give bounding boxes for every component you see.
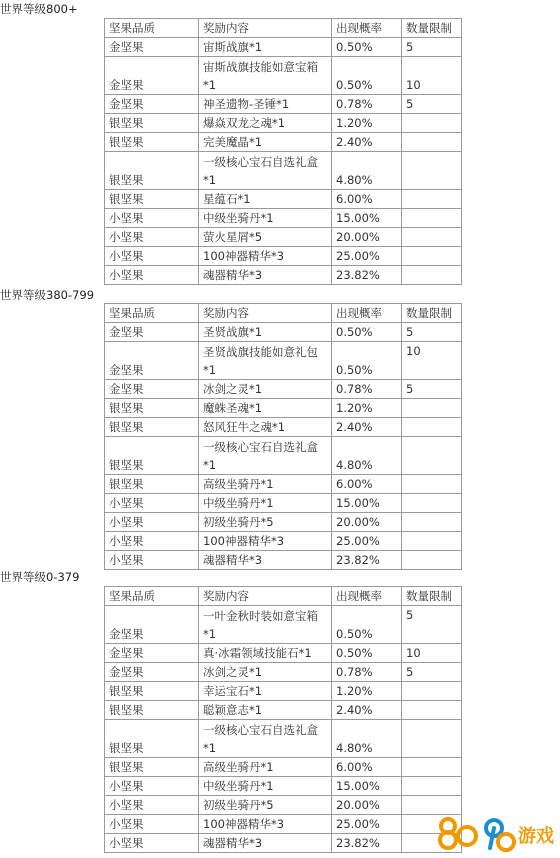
reward-cell: 100神器精华*3 [199,532,332,551]
quality-cell: 小坚果 [105,777,199,796]
probability-cell: 0.50% [332,606,402,644]
limit-cell [402,114,462,133]
probability-cell: 23.82% [332,266,402,285]
reward-cell: 中级坐骑丹*1 [199,494,332,513]
quality-cell: 银坚果 [105,190,199,209]
quality-cell: 银坚果 [105,399,199,418]
probability-cell: 0.50% [332,323,402,342]
limit-cell [402,758,462,777]
quality-cell: 银坚果 [105,758,199,777]
quality-cell: 金坚果 [105,644,199,663]
limit-cell [402,532,462,551]
probability-cell: 0.50% [332,644,402,663]
table-row [105,796,462,815]
limit-cell [402,266,462,285]
limit-cell [402,720,462,758]
table-row [105,663,462,682]
quality-cell: 金坚果 [105,38,199,57]
table-row [105,323,462,342]
header-probability-cell: 出现概率 [332,304,402,323]
reward-cell: 宙斯战旗*1 [199,38,332,57]
quality-cell: 小坚果 [105,247,199,266]
limit-cell: 5 [402,38,462,57]
table-row [105,133,462,152]
table-row [105,399,462,418]
quality-cell: 金坚果 [105,95,199,114]
reward-table-800 [104,18,462,285]
site-logo-watermark [434,802,556,856]
limit-cell [402,437,462,475]
limit-cell: 10 [402,57,462,95]
reward-cell: 圣贤战旗*1 [199,323,332,342]
header-limit-cell: 数量限制 [402,587,462,606]
table-row [105,114,462,133]
quality-cell: 银坚果 [105,682,199,701]
probability-cell: 0.78% [332,663,402,682]
reward-cell: 初级坐骑丹*5 [199,796,332,815]
quality-cell: 银坚果 [105,114,199,133]
quality-cell: 银坚果 [105,701,199,720]
limit-cell [402,133,462,152]
probability-cell: 6.00% [332,190,402,209]
quality-cell: 金坚果 [105,57,199,95]
reward-cell: 初级坐骑丹*5 [199,513,332,532]
probability-cell: 15.00% [332,209,402,228]
reward-cell: 神圣遗物-圣锤*1 [199,95,332,114]
quality-cell: 小坚果 [105,494,199,513]
probability-cell: 23.82% [332,551,402,570]
header-row [105,304,462,323]
reward-cell: 真·冰霜领域技能石*1 [199,644,332,663]
reward-cell: 高级坐骑丹*1 [199,475,332,494]
table-row [105,190,462,209]
table-row [105,38,462,57]
limit-cell: 5 [402,663,462,682]
limit-cell [402,399,462,418]
reward-cell: 冰剑之灵*1 [199,663,332,682]
probability-cell: 1.20% [332,114,402,133]
table-row [105,606,462,644]
quality-cell: 小坚果 [105,551,199,570]
header-quality-cell: 坚果品质 [105,19,199,38]
reward-cell: 一级核心宝石自选礼盒*1 [199,720,332,758]
quality-cell: 银坚果 [105,133,199,152]
reward-cell: 星蕴石*1 [199,190,332,209]
table-row [105,228,462,247]
limit-cell [402,475,462,494]
limit-cell [402,701,462,720]
reward-cell: 魔蛛圣魂*1 [199,399,332,418]
probability-cell: 4.80% [332,720,402,758]
limit-cell [402,209,462,228]
header-quality-cell: 坚果品质 [105,587,199,606]
quality-cell: 金坚果 [105,663,199,682]
probability-cell: 15.00% [332,494,402,513]
reward-cell: 100神器精华*3 [199,815,332,834]
quality-cell: 银坚果 [105,152,199,190]
table-row [105,701,462,720]
reward-cell: 魂器精华*3 [199,266,332,285]
table-row [105,266,462,285]
reward-cell: 魂器精华*3 [199,551,332,570]
table-row [105,758,462,777]
limit-cell [402,682,462,701]
quality-cell: 金坚果 [105,323,199,342]
reward-cell: 萤火星屑*5 [199,228,332,247]
reward-cell: 冰剑之灵*1 [199,380,332,399]
probability-cell: 23.82% [332,834,402,853]
table-row [105,644,462,663]
probability-cell: 0.50% [332,38,402,57]
table-row [105,494,462,513]
probability-cell: 15.00% [332,777,402,796]
header-reward-cell: 奖励内容 [199,587,332,606]
reward-cell: 完美魔晶*1 [199,133,332,152]
limit-cell [402,777,462,796]
header-limit-cell: 数量限制 [402,304,462,323]
limit-cell [402,513,462,532]
probability-cell: 2.40% [332,418,402,437]
limit-cell: 10 [402,644,462,663]
reward-cell: 爆焱双龙之魂*1 [199,114,332,133]
table-row [105,720,462,758]
probability-cell: 0.78% [332,380,402,399]
table-row [105,815,462,834]
quality-cell: 金坚果 [105,380,199,399]
reward-cell: 中级坐骑丹*1 [199,777,332,796]
table-row [105,95,462,114]
limit-cell [402,152,462,190]
table-row [105,152,462,190]
quality-cell: 小坚果 [105,532,199,551]
probability-cell: 6.00% [332,475,402,494]
table-row [105,418,462,437]
reward-cell: 魂器精华*3 [199,834,332,853]
probability-cell: 4.80% [332,152,402,190]
probability-cell: 20.00% [332,796,402,815]
reward-cell: 高级坐骑丹*1 [199,758,332,777]
limit-cell: 5 [402,380,462,399]
table-row [105,247,462,266]
reward-cell: 怒风狂牛之魂*1 [199,418,332,437]
probability-cell: 25.00% [332,247,402,266]
header-reward-cell: 奖励内容 [199,304,332,323]
table-row [105,57,462,95]
table-row [105,475,462,494]
probability-cell: 2.40% [332,701,402,720]
section-title-380-799: 世界等级380-799 [0,288,95,302]
limit-cell [402,228,462,247]
probability-cell: 2.40% [332,133,402,152]
table-row [105,513,462,532]
table-row [105,209,462,228]
reward-table-380-799 [104,303,462,570]
section-title-0-379: 世界等级0-379 [0,570,80,584]
header-limit-cell: 数量限制 [402,19,462,38]
section-title-800: 世界等级800+ [0,2,78,16]
reward-cell: 宙斯战旗技能如意宝箱*1 [199,57,332,95]
limit-cell: 5 [402,323,462,342]
limit-cell [402,190,462,209]
logo-text: 游戏 [518,826,554,847]
probability-cell: 20.00% [332,228,402,247]
header-probability-cell: 出现概率 [332,587,402,606]
table-row [105,777,462,796]
quality-cell: 小坚果 [105,228,199,247]
quality-cell: 金坚果 [105,342,199,380]
header-row [105,587,462,606]
quality-cell: 银坚果 [105,418,199,437]
probability-cell: 1.20% [332,399,402,418]
quality-cell: 小坚果 [105,815,199,834]
header-quality-cell: 坚果品质 [105,304,199,323]
table-row [105,834,462,853]
table-row [105,380,462,399]
reward-cell: 100神器精华*3 [199,247,332,266]
table-row [105,551,462,570]
quality-cell: 金坚果 [105,606,199,644]
reward-table-0-379 [104,586,462,853]
reward-cell: 一级核心宝石自选礼盒*1 [199,152,332,190]
table-row [105,437,462,475]
header-probability-cell: 出现概率 [332,19,402,38]
limit-cell: 5 [402,606,462,644]
table-row [105,342,462,380]
table-row [105,532,462,551]
quality-cell: 小坚果 [105,209,199,228]
limit-cell: 5 [402,95,462,114]
probability-cell: 6.00% [332,758,402,777]
probability-cell: 0.78% [332,95,402,114]
probability-cell: 0.50% [332,342,402,380]
limit-cell [402,494,462,513]
table-row [105,682,462,701]
quality-cell: 小坚果 [105,834,199,853]
reward-cell: 聪颖意志*1 [199,701,332,720]
probability-cell: 1.20% [332,682,402,701]
limit-cell [402,551,462,570]
limit-cell: 10 [402,342,462,380]
probability-cell: 25.00% [332,532,402,551]
quality-cell: 小坚果 [105,266,199,285]
quality-cell: 银坚果 [105,475,199,494]
probability-cell: 4.80% [332,437,402,475]
reward-cell: 中级坐骑丹*1 [199,209,332,228]
reward-cell: 一级核心宝石自选礼盒*1 [199,437,332,475]
reward-cell: 一叶金秋时装如意宝箱*1 [199,606,332,644]
limit-cell [402,247,462,266]
header-reward-cell: 奖励内容 [199,19,332,38]
quality-cell: 银坚果 [105,720,199,758]
reward-cell: 幸运宝石*1 [199,682,332,701]
reward-cell: 圣贤战旗技能如意礼包*1 [199,342,332,380]
quality-cell: 小坚果 [105,796,199,815]
probability-cell: 20.00% [332,513,402,532]
quality-cell: 银坚果 [105,437,199,475]
probability-cell: 25.00% [332,815,402,834]
logo-digits [440,819,514,850]
quality-cell: 小坚果 [105,513,199,532]
limit-cell [402,418,462,437]
header-row [105,19,462,38]
probability-cell: 0.50% [332,57,402,95]
